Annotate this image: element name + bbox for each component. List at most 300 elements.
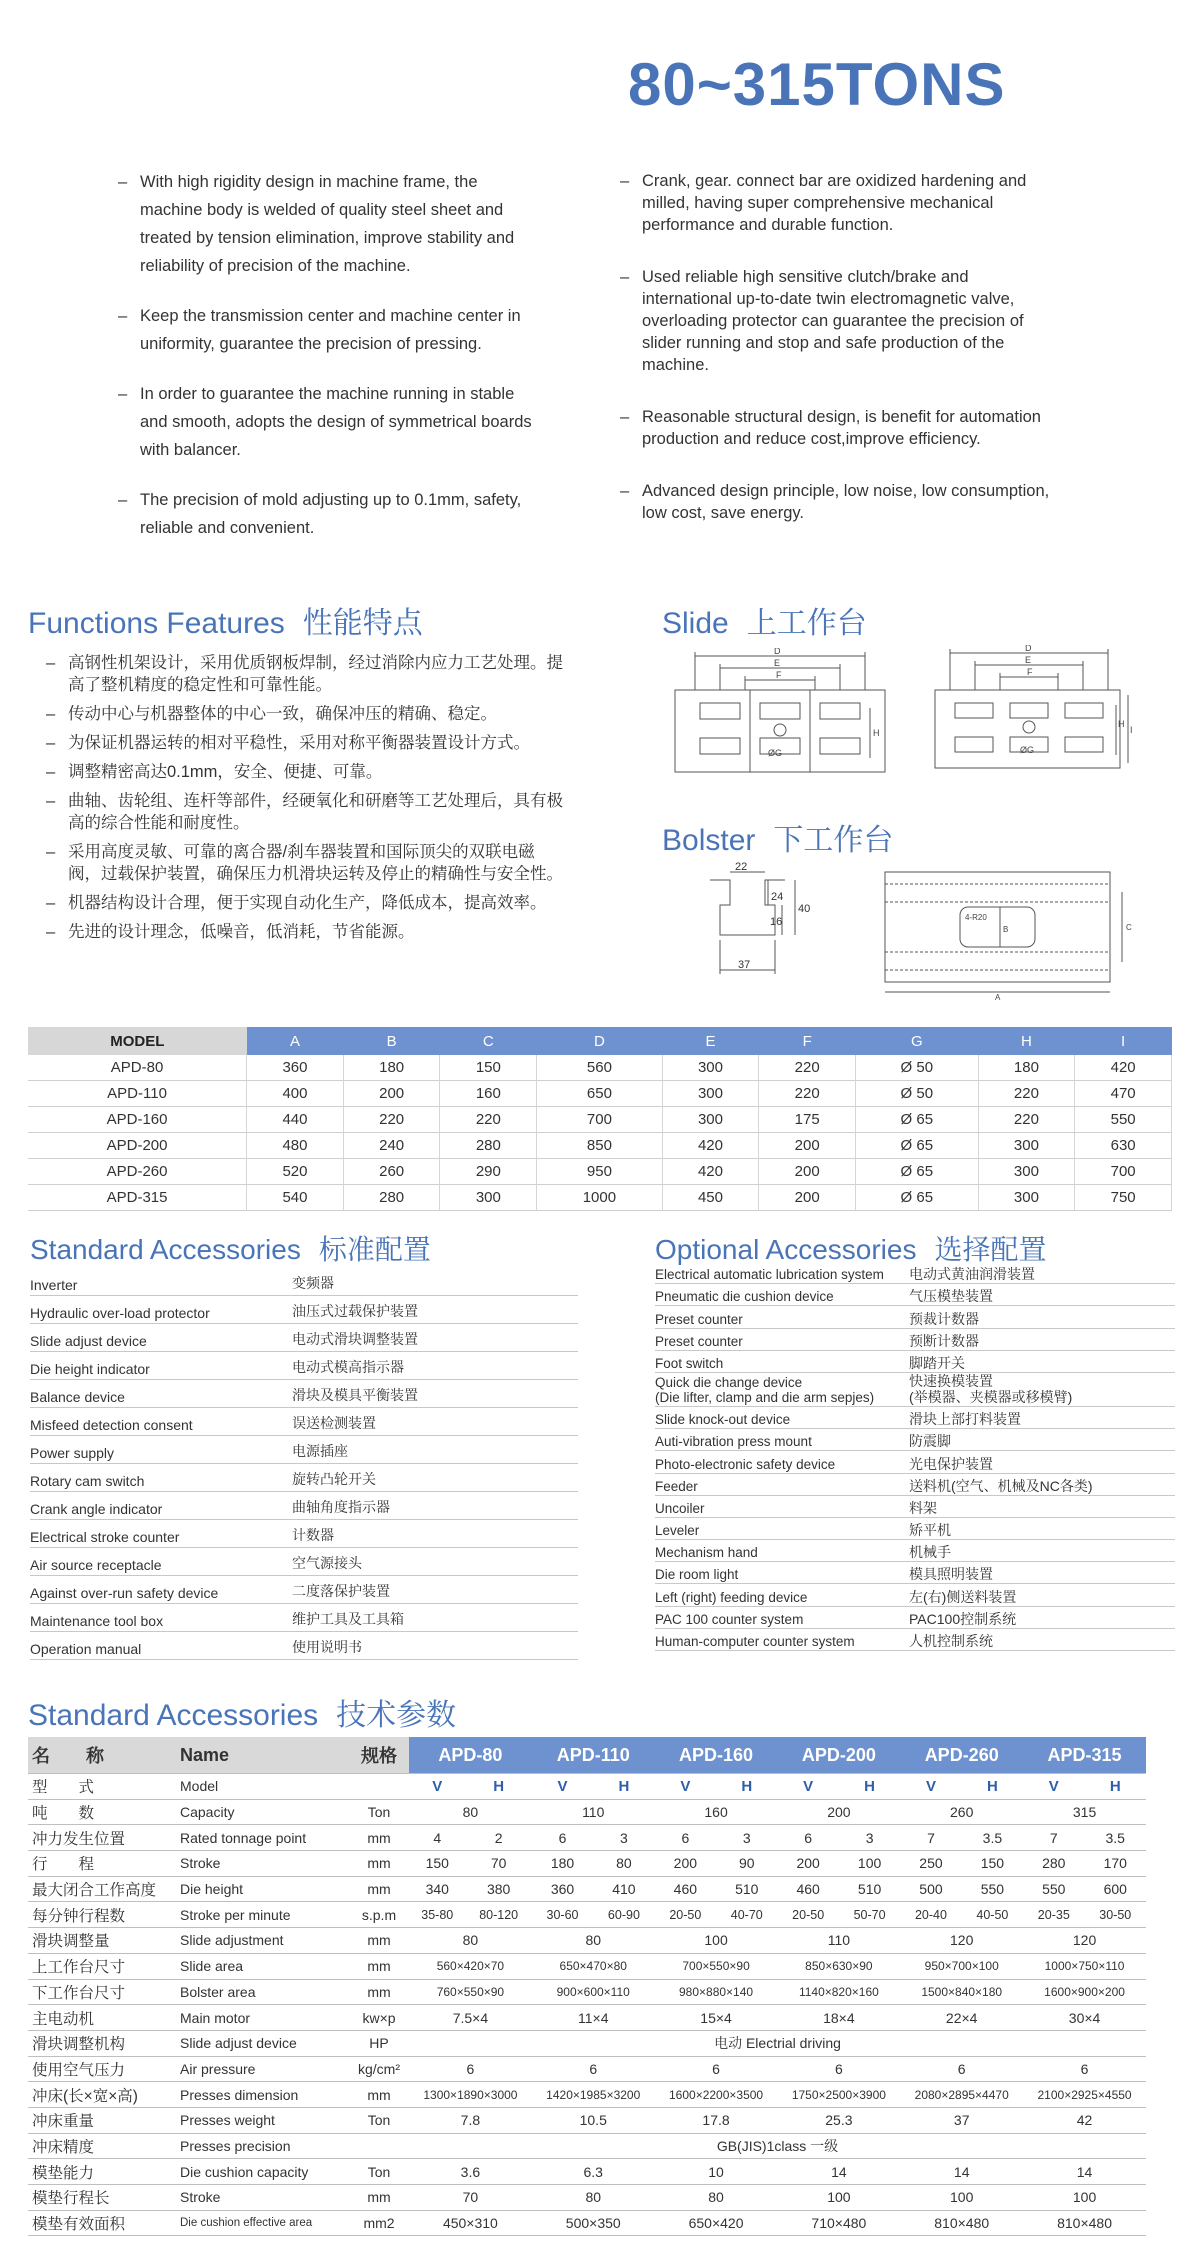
spec-value: 550 — [962, 1876, 1023, 1902]
spec-value: 80 — [532, 1928, 655, 1954]
intro-bullet: – Keep the transmission center and machine center in uniformity, guarantee the precision of pressing. — [118, 302, 538, 358]
model-cell: 200 — [759, 1159, 856, 1185]
spec-row — [28, 2210, 1146, 2236]
spec-value: V — [777, 1774, 838, 1800]
spec-value: 2080×2895×4470 — [900, 2082, 1023, 2108]
model-cell: APD-80 — [28, 1055, 247, 1081]
model-cell: 220 — [978, 1081, 1075, 1107]
optional-accessory-row — [655, 1584, 1175, 1606]
bolster-dim-a: A — [995, 993, 1001, 1002]
intro-bullet: – Advanced design principle, low noise, low consumption, low cost, save energy. — [620, 480, 1050, 524]
model-row — [28, 1159, 1172, 1185]
accessory-en: Inverter — [30, 1277, 78, 1293]
standard-accessories-title-cn: 标准配置 — [318, 1234, 431, 1265]
spec-value: 1140×820×160 — [777, 1979, 900, 2005]
spec-value: 6 — [532, 1825, 593, 1851]
accessory-cn-line: 脚踏开关 — [909, 1354, 965, 1371]
spec-value: 35-80 — [409, 1902, 466, 1928]
model-cell: 420 — [1075, 1055, 1172, 1081]
spec-value: 1600×2200×3500 — [655, 2082, 778, 2108]
spec-value: 70 — [466, 1851, 532, 1877]
spec-value: 11×4 — [532, 2005, 655, 2031]
accessory-cn: 误送检测装置 — [292, 1415, 376, 1431]
model-col-header: C — [440, 1027, 537, 1055]
model-cell: 630 — [1075, 1133, 1172, 1159]
accessory-cn — [909, 1456, 1175, 1472]
spec-value: 90 — [716, 1851, 777, 1877]
model-col-header: I — [1075, 1027, 1172, 1055]
model-cell: 290 — [440, 1159, 537, 1185]
accessory-cn — [909, 1373, 1175, 1405]
spec-row — [28, 2185, 1146, 2211]
accessory-en — [655, 1356, 909, 1371]
accessory-cn: 二度落保护装置 — [292, 1583, 390, 1599]
model-col-header: G — [856, 1027, 979, 1055]
spec-name-en: Presses precision — [176, 2133, 349, 2159]
spec-value: 950×700×100 — [900, 1953, 1023, 1979]
accessory-cn: 电源插座 — [292, 1443, 348, 1459]
spec-name-cn: 冲力发生位置 — [28, 1825, 176, 1851]
spec-value: 3.6 — [409, 2159, 532, 2185]
optional-accessory-row — [655, 1351, 1175, 1373]
standard-accessories-title-en: Standard Accessories — [30, 1234, 301, 1265]
accessory-en: Rotary cam switch — [30, 1473, 145, 1489]
spec-unit: kg/cm² — [349, 2056, 409, 2082]
standard-accessory-row — [30, 1380, 578, 1408]
spec-name-en: Capacity — [176, 1799, 349, 1825]
model-cell: 220 — [343, 1107, 440, 1133]
spec-value: 7.5×4 — [409, 2005, 532, 2031]
spec-unit: mm — [349, 2185, 409, 2211]
accessory-en: Power supply — [30, 1445, 115, 1461]
intro-bullet: – Reasonable structural design, is benefit for automation production and reduce cost,improve efficiency. — [620, 406, 1050, 450]
spec-unit: mm — [349, 1953, 409, 1979]
spec-name-cn: 型 式 — [28, 1774, 176, 1800]
model-cell: 180 — [343, 1055, 440, 1081]
spec-unit: mm — [349, 1876, 409, 1902]
spec-value: 14 — [900, 2159, 1023, 2185]
spec-unit: mm — [349, 1851, 409, 1877]
spec-value: 20-50 — [777, 1902, 838, 1928]
spec-row — [28, 1928, 1146, 1954]
spec-value: 37 — [900, 2107, 1023, 2133]
spec-model-header: APD-200 — [777, 1737, 900, 1774]
spec-name-en: Slide area — [176, 1953, 349, 1979]
standard-accessory-row — [30, 1296, 578, 1324]
spec-value: V — [900, 1774, 961, 1800]
spec-name-en: Stroke — [176, 1851, 349, 1877]
accessory-cn: 空气源接头 — [292, 1555, 362, 1571]
spec-value: 450×310 — [409, 2210, 532, 2236]
model-cell: APD-260 — [28, 1159, 247, 1185]
model-cell: 450 — [662, 1185, 759, 1211]
spec-value: 20-50 — [655, 1902, 716, 1928]
spec-value: 6 — [1023, 2056, 1146, 2082]
model-cell: 280 — [343, 1185, 440, 1211]
accessory-cn — [909, 1433, 1175, 1449]
function-item: – 高钢性机架设计，采用优质钢板焊制，经过消除内应力工艺处理。提高了整机精度的稳定性和可靠性能。 — [46, 652, 566, 696]
model-cell: 360 — [247, 1055, 344, 1081]
model-cell: Ø 65 — [856, 1133, 979, 1159]
spec-value: 4 — [409, 1825, 466, 1851]
standard-accessories-list — [30, 1268, 578, 1660]
slide-title-cn: 上工作台 — [746, 607, 867, 640]
standard-accessory-row — [30, 1324, 578, 1352]
accessory-en-line: PAC 100 counter system — [655, 1611, 804, 1627]
spec-value: 50-70 — [839, 1902, 900, 1928]
spec-value: 150 — [409, 1851, 466, 1877]
optional-accessory-row — [655, 1262, 1175, 1284]
model-cell: 480 — [247, 1133, 344, 1159]
spec-name-cn: 冲床精度 — [28, 2133, 176, 2159]
spec-name-cn: 下工作台尺寸 — [28, 1979, 176, 2005]
optional-accessories-title-cn: 选择配置 — [934, 1234, 1047, 1265]
bolster-dim-v1: 24 — [771, 891, 784, 903]
spec-model-header: APD-260 — [900, 1737, 1023, 1774]
spec-value: 30-60 — [532, 1902, 593, 1928]
spec-value: 20-40 — [900, 1902, 961, 1928]
spec-name-en: Slide adjustment — [176, 1928, 349, 1954]
accessory-en — [655, 1590, 909, 1605]
spec-row — [28, 2133, 1146, 2159]
accessory-en — [655, 1457, 909, 1472]
accessory-en-line: Uncoiler — [655, 1500, 705, 1516]
spec-value: 6 — [409, 2056, 532, 2082]
accessory-en: Slide adjust device — [30, 1333, 147, 1349]
spec-value: 100 — [655, 1928, 778, 1954]
model-cell: 700 — [1075, 1159, 1172, 1185]
model-cell: Ø 65 — [856, 1107, 979, 1133]
spec-name-en: Model — [176, 1774, 349, 1800]
accessory-cn — [909, 1611, 1175, 1627]
spec-value: 80 — [532, 2185, 655, 2211]
optional-accessory-row — [655, 1474, 1175, 1496]
spec-value: 650×420 — [655, 2210, 778, 2236]
model-cell: 300 — [662, 1107, 759, 1133]
spec-row — [28, 2005, 1146, 2031]
spec-value: 250 — [900, 1851, 961, 1877]
accessory-cn: 旋转凸轮开关 — [292, 1471, 376, 1487]
accessory-cn: 计数器 — [292, 1527, 334, 1543]
spec-name-cn: 滑块调整机构 — [28, 2030, 176, 2056]
optional-accessories-list — [655, 1262, 1175, 1651]
spec-name-en: Presses dimension — [176, 2082, 349, 2108]
spec-value: 760×550×90 — [409, 1979, 532, 2005]
accessory-cn-line: 气压模垫装置 — [909, 1288, 993, 1305]
model-cell: 220 — [978, 1107, 1075, 1133]
spec-row — [28, 2159, 1146, 2185]
spec-name-cn: 模垫行程长 — [28, 2185, 176, 2211]
accessory-cn — [909, 1633, 1175, 1649]
functions-title-en: Functions Features — [28, 607, 285, 640]
accessory-en — [655, 1334, 909, 1349]
spec-value: 42 — [1023, 2107, 1146, 2133]
model-cell: 300 — [978, 1159, 1075, 1185]
spec-unit: mm — [349, 2082, 409, 2108]
functions-title-cn: 性能特点 — [302, 607, 423, 640]
model-cell: 300 — [978, 1185, 1075, 1211]
spec-value: H — [593, 1774, 654, 1800]
accessory-cn: 电动式滑块调整装置 — [292, 1331, 418, 1347]
spec-value: 80 — [655, 2185, 778, 2211]
accessory-cn-line: 机械手 — [909, 1544, 951, 1561]
accessory-en — [655, 1567, 909, 1582]
model-cell: Ø 65 — [856, 1185, 979, 1211]
spec-value: 110 — [532, 1799, 655, 1825]
spec-name-en: Die cushion effective area — [176, 2210, 349, 2236]
accessory-cn — [909, 1355, 1175, 1371]
spec-value: 340 — [409, 1876, 466, 1902]
spec-value: 850×630×90 — [777, 1953, 900, 1979]
spec-value: 120 — [900, 1928, 1023, 1954]
model-col-header: MODEL — [28, 1027, 247, 1055]
model-cell: Ø 65 — [856, 1159, 979, 1185]
spec-value: 2100×2925×4550 — [1023, 2082, 1146, 2108]
accessory-en-line: Feeder — [655, 1478, 698, 1494]
spec-value: 200 — [777, 1799, 900, 1825]
spec-value: 650×470×80 — [532, 1953, 655, 1979]
model-cell: Ø 50 — [856, 1081, 979, 1107]
model-cell: 220 — [440, 1107, 537, 1133]
bolster-dim-r: 4-R20 — [965, 913, 987, 922]
accessory-en: Hydraulic over-load protector — [30, 1305, 210, 1321]
spec-unit: HP — [349, 2030, 409, 2056]
spec-value: 10.5 — [532, 2107, 655, 2133]
model-cell: 470 — [1075, 1081, 1172, 1107]
slide-label-e: E — [774, 658, 781, 668]
model-cell: 200 — [759, 1133, 856, 1159]
model-cell: Ø 50 — [856, 1055, 979, 1081]
spec-name-en: Stroke per minute — [176, 1902, 349, 1928]
spec-value: 200 — [777, 1851, 838, 1877]
accessory-en: Misfeed detection consent — [30, 1417, 193, 1433]
spec-name-en: Presses weight — [176, 2107, 349, 2133]
spec-unit — [349, 2133, 409, 2159]
spec-value: V — [532, 1774, 593, 1800]
accessory-en — [655, 1545, 909, 1560]
spec-row — [28, 1774, 1146, 1800]
spec-value: V — [655, 1774, 716, 1800]
accessory-cn — [909, 1288, 1175, 1304]
spec-value: V — [1023, 1774, 1084, 1800]
spec-value: 40-70 — [716, 1902, 777, 1928]
spec-value: 2 — [466, 1825, 532, 1851]
slide-r-label-g: ØG — [1020, 745, 1035, 755]
function-item: – 采用高度灵敏、可靠的离合器/刹车器装置和国际顶尖的双联电磁阀，过载保护装置，确保压力机滑块运转及停止的精确性与安全性。 — [46, 841, 566, 885]
accessory-cn — [909, 1311, 1175, 1327]
spec-unit: mm2 — [349, 2210, 409, 2236]
accessory-en-line: Die room light — [655, 1567, 739, 1583]
model-cell: APD-110 — [28, 1081, 247, 1107]
accessory-en: Die height indicator — [30, 1361, 150, 1377]
accessory-cn: 使用说明书 — [292, 1639, 362, 1655]
accessory-en — [655, 1634, 909, 1649]
bolster-dim-v3: 40 — [798, 903, 811, 915]
intro-left-list — [118, 168, 538, 564]
spec-title-en: Standard Accessories — [28, 1699, 319, 1732]
spec-value: H — [839, 1774, 900, 1800]
function-item: – 机器结构设计合理，便于实现自动化生产，降低成本，提高效率。 — [46, 892, 566, 914]
spec-value: 80 — [409, 1928, 532, 1954]
model-cell: 300 — [440, 1185, 537, 1211]
spec-value: 1750×2500×3900 — [777, 2082, 900, 2108]
accessory-en — [655, 1501, 909, 1516]
spec-value: 3.5 — [962, 1825, 1023, 1851]
bolster-plate-drawing — [880, 862, 1140, 1002]
function-item: – 传动中心与机器整体的中心一致，确保冲压的精确、稳定。 — [46, 703, 566, 725]
bolster-title-en: Bolster — [662, 824, 756, 857]
model-cell: 220 — [759, 1055, 856, 1081]
spec-value: 80 — [409, 1799, 532, 1825]
functions-title — [28, 598, 423, 642]
spec-name-cn: 最大闭合工作高度 — [28, 1876, 176, 1902]
model-cell: 550 — [1075, 1107, 1172, 1133]
model-row — [28, 1055, 1172, 1081]
slide-drawing-left — [670, 648, 890, 778]
spec-name-en: Air pressure — [176, 2056, 349, 2082]
spec-unit: Ton — [349, 1799, 409, 1825]
spec-model-header: APD-315 — [1023, 1737, 1146, 1774]
slide-drawing-right — [930, 645, 1140, 775]
accessory-cn-line: 模具照明装置 — [909, 1566, 993, 1583]
spec-name-cn: 滑块调整量 — [28, 1928, 176, 1954]
spec-name-cn: 行 程 — [28, 1851, 176, 1877]
spec-name-cn: 吨 数 — [28, 1799, 176, 1825]
spec-unit: kw×p — [349, 2005, 409, 2031]
accessory-en-line: Preset counter — [655, 1311, 743, 1327]
spec-value: 510 — [716, 1876, 777, 1902]
spec-value: 3 — [839, 1825, 900, 1851]
standard-accessory-row — [30, 1604, 578, 1632]
accessory-cn-line: 送料机(空气、机械及NC各类) — [909, 1477, 1093, 1494]
accessory-en — [655, 1479, 909, 1494]
spec-value: 6 — [655, 1825, 716, 1851]
model-col-header: D — [537, 1027, 662, 1055]
optional-accessory-row — [655, 1607, 1175, 1629]
spec-value: 710×480 — [777, 2210, 900, 2236]
bolster-dim-b: B — [1003, 925, 1009, 934]
accessory-en — [655, 1412, 909, 1427]
spec-value: 110 — [777, 1928, 900, 1954]
spec-model-header: APD-80 — [409, 1737, 532, 1774]
slide-label-d: D — [774, 648, 781, 656]
spec-value: 170 — [1084, 1851, 1146, 1877]
standard-accessory-row — [30, 1492, 578, 1520]
optional-accessory-row — [655, 1306, 1175, 1328]
spec-value: 6.3 — [532, 2159, 655, 2185]
model-cell: 650 — [537, 1081, 662, 1107]
optional-accessories-title-en: Optional Accessories — [655, 1234, 917, 1265]
model-row — [28, 1081, 1172, 1107]
spec-value: H — [1084, 1774, 1146, 1800]
spec-value: 80 — [593, 1851, 654, 1877]
bolster-title-cn: 下工作台 — [773, 824, 894, 857]
spec-value: 3 — [716, 1825, 777, 1851]
spec-value: 6 — [532, 2056, 655, 2082]
spec-value: 14 — [1023, 2159, 1146, 2185]
spec-value: 200 — [655, 1851, 716, 1877]
bolster-slot-drawing — [700, 860, 840, 990]
accessory-en — [655, 1523, 909, 1538]
standard-accessory-row — [30, 1576, 578, 1604]
accessory-cn — [909, 1589, 1175, 1605]
spec-value: 100 — [1023, 2185, 1146, 2211]
accessory-cn: 变频器 — [292, 1275, 334, 1291]
spec-value: 70 — [409, 2185, 532, 2211]
spec-name-en: Die cushion capacity — [176, 2159, 349, 2185]
accessory-cn-line: PAC100控制系统 — [909, 1610, 1017, 1627]
accessory-cn — [909, 1411, 1175, 1427]
slide-label-g: ØG — [768, 748, 783, 758]
technical-spec-table — [28, 1737, 1146, 2236]
spec-value: 810×480 — [1023, 2210, 1146, 2236]
optional-accessory-row — [655, 1407, 1175, 1429]
accessory-cn-line: 矫平机 — [909, 1522, 951, 1539]
accessory-en-line: Foot switch — [655, 1355, 724, 1371]
model-col-header: B — [343, 1027, 440, 1055]
spec-row — [28, 2107, 1146, 2133]
model-cell: 300 — [978, 1133, 1075, 1159]
spec-row — [28, 1825, 1146, 1851]
accessory-en-line: Human-computer counter system — [655, 1634, 855, 1649]
accessory-cn-line: 快速换模装置 — [909, 1372, 993, 1389]
spec-value: 14 — [777, 2159, 900, 2185]
model-cell: 200 — [759, 1185, 856, 1211]
model-col-header: E — [662, 1027, 759, 1055]
accessory-en-line: Auti-vibration press mount — [655, 1434, 812, 1450]
model-row — [28, 1107, 1172, 1133]
accessory-cn-line: 人机控制系统 — [909, 1633, 993, 1649]
accessory-en-line: Photo-electronic safety device — [655, 1456, 836, 1472]
spec-row — [28, 1953, 1146, 1979]
model-col-header: F — [759, 1027, 856, 1055]
spec-name-cn: 使用空气压力 — [28, 2056, 176, 2082]
model-cell: 420 — [662, 1133, 759, 1159]
accessory-cn-line: 左(右)侧送料装置 — [909, 1588, 1017, 1605]
standard-accessory-row — [30, 1408, 578, 1436]
model-cell: 220 — [759, 1081, 856, 1107]
model-row — [28, 1133, 1172, 1159]
spec-value: 260 — [900, 1799, 1023, 1825]
accessory-cn: 滑块及模具平衡装置 — [292, 1387, 418, 1403]
accessory-cn — [909, 1544, 1175, 1560]
standard-accessory-row — [30, 1464, 578, 1492]
model-cell: 280 — [440, 1133, 537, 1159]
spec-value: 500 — [900, 1876, 961, 1902]
accessory-cn-line: 电动式黄油润滑装置 — [909, 1266, 1035, 1283]
optional-accessory-row — [655, 1518, 1175, 1540]
accessory-en-line: Mechanism hand — [655, 1545, 758, 1561]
spec-row — [28, 1902, 1146, 1928]
spec-name-en: Die height — [176, 1876, 349, 1902]
slide-label-h: H — [873, 728, 880, 738]
slide-r-label-e: E — [1025, 655, 1032, 665]
spec-value: 1300×1890×3000 — [409, 2082, 532, 2108]
spec-value: 460 — [777, 1876, 838, 1902]
model-cell: 540 — [247, 1185, 344, 1211]
function-item: – 调整精密高达0.1mm，安全、便捷、可靠。 — [46, 761, 566, 783]
spec-value: H — [716, 1774, 777, 1800]
accessory-cn — [909, 1522, 1175, 1538]
slide-r-label-f: F — [1027, 667, 1033, 677]
model-col-header: A — [247, 1027, 344, 1055]
optional-accessory-row — [655, 1562, 1175, 1584]
model-cell: 750 — [1075, 1185, 1172, 1211]
spec-value: 1420×1985×3200 — [532, 2082, 655, 2108]
accessory-en: Operation manual — [30, 1641, 142, 1657]
optional-accessory-row — [655, 1451, 1175, 1473]
intro-bullet: – The precision of mold adjusting up to 0.1mm, safety, reliable and convenient. — [118, 486, 538, 542]
